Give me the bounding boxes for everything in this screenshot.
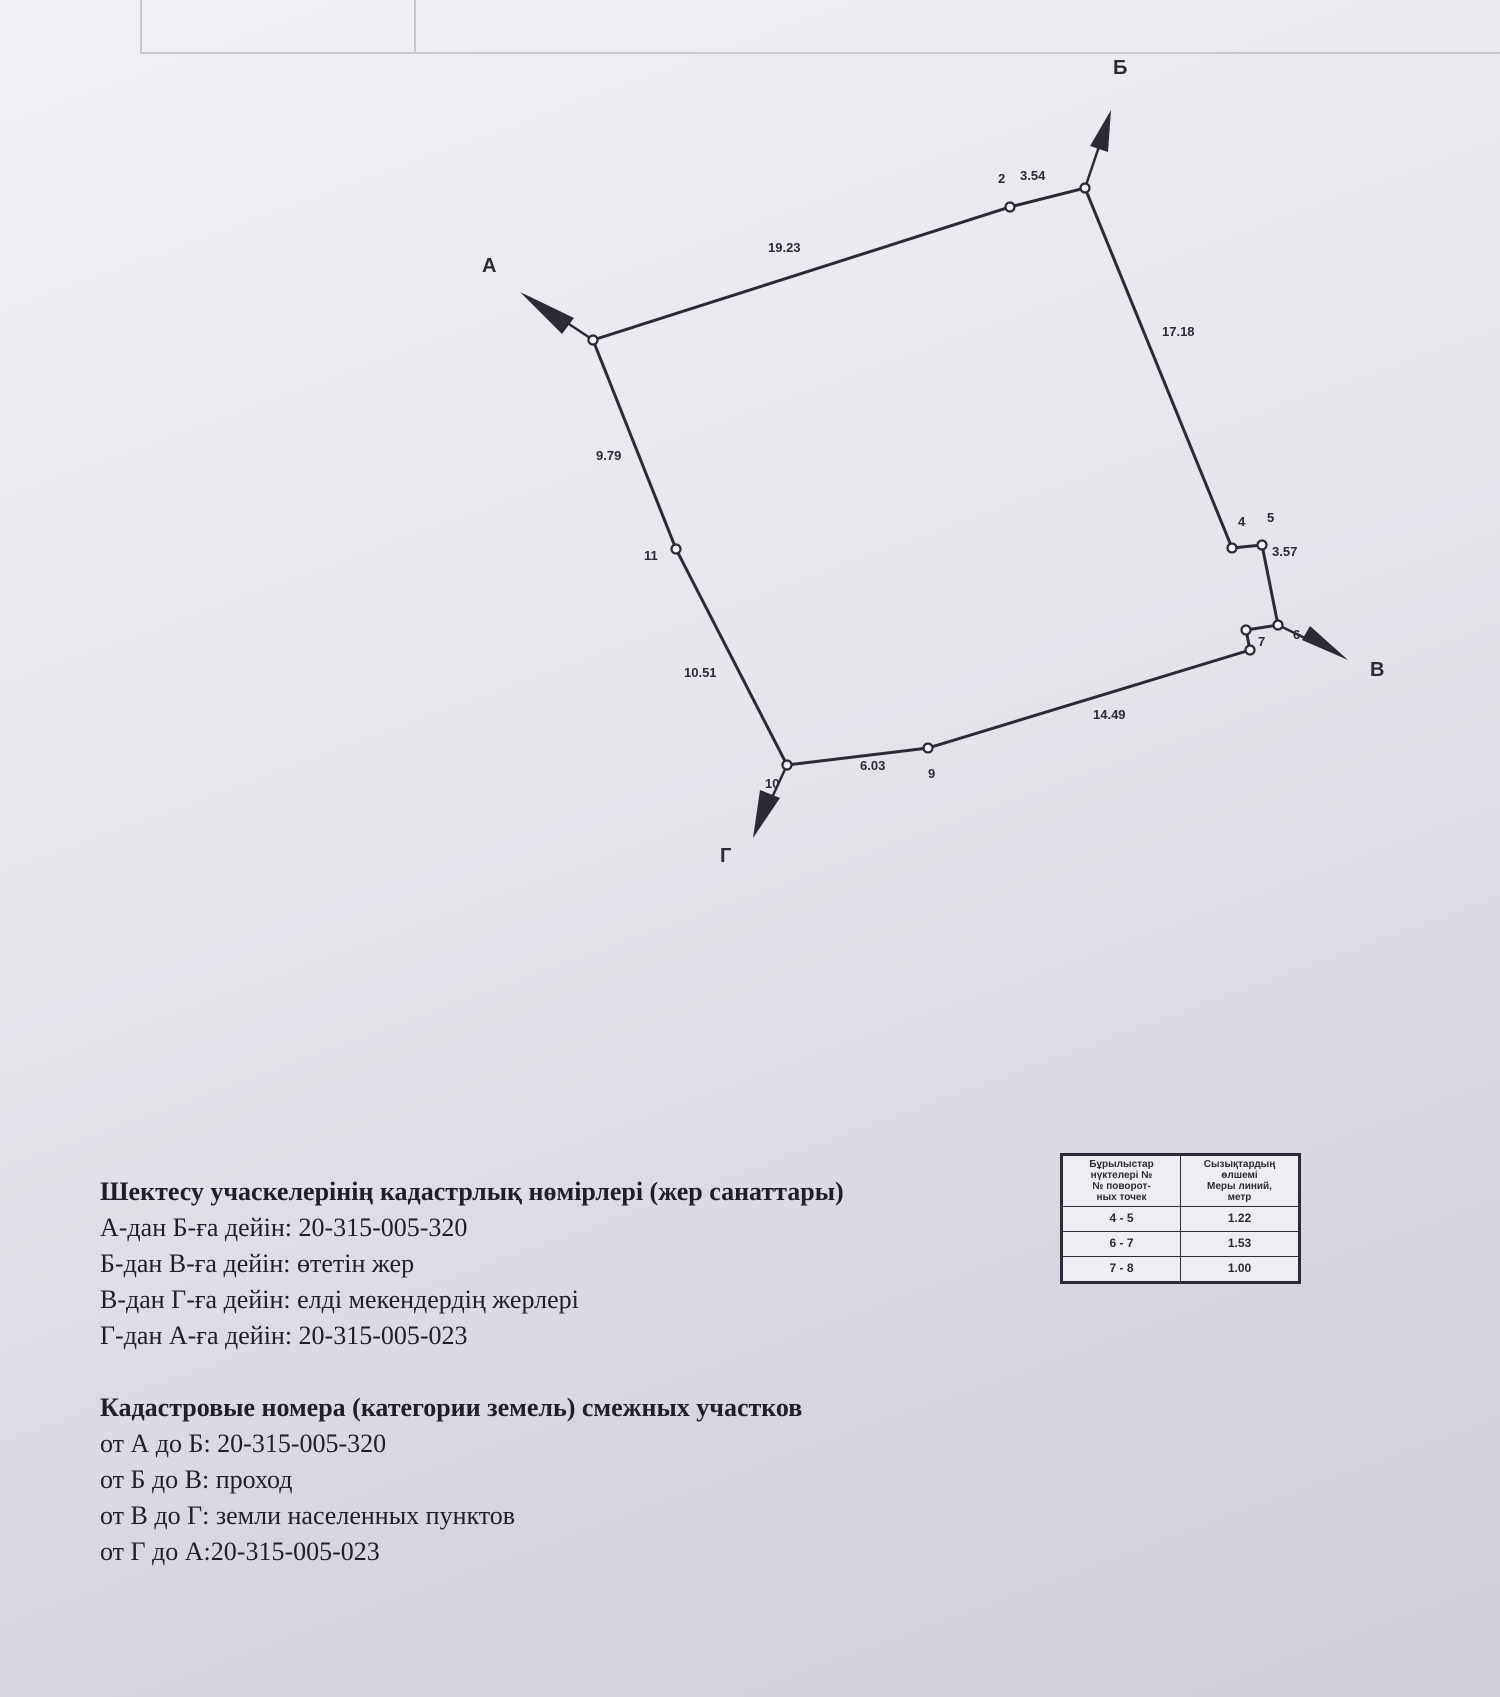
vertex-6 [1274,621,1283,630]
length-9-10: 6.03 [860,758,886,773]
kazakh-adjacent-plots [100,1174,844,1354]
direction-label-g: Г [720,845,732,867]
russian-line: от А до Б: 20-315-005-320 [100,1429,387,1458]
russian-line: от Б до В: проход [100,1465,293,1494]
russian-title: Кадастровые номера (категории земель) смежных участков [100,1393,803,1422]
vertex-2 [1006,203,1015,212]
table-cell-length: 1.00 [1181,1257,1299,1282]
vertex-4 [1228,544,1237,553]
point-label-5: 5 [1267,510,1275,525]
vertex-b [1081,184,1090,193]
header-length: Сызықтардың өлшемі Меры линий, метр [1181,1156,1299,1207]
table-row [1063,1232,1299,1257]
direction-label-v: В [1370,659,1385,681]
table-cell-points: 4 - 5 [1063,1207,1181,1232]
point-label-11: 11 [644,548,658,563]
kazakh-line: В-дан Г-ға дейін: елді мекендердің жерлері [100,1285,579,1314]
table-cell-length: 1.22 [1181,1207,1299,1232]
direction-label-b: Б [1113,57,1128,79]
russian-line: от Г до А:20-315-005-023 [100,1537,380,1566]
arrow-b [1085,110,1111,188]
table-cell-points: 6 - 7 [1063,1232,1181,1257]
kazakh-line: Б-дан В-ға дейін: өтетін жер [100,1249,415,1278]
point-label-6: 6 [1293,627,1301,642]
table-cell-points: 7 - 8 [1063,1257,1181,1282]
length-b-4: 17.18 [1162,324,1195,339]
point-label-7: 7 [1258,634,1266,649]
table-header-row [1063,1156,1299,1207]
length-2-b: 3.54 [1020,168,1046,183]
kazakh-line: Г-дан А-ға дейін: 20-315-005-023 [100,1321,468,1350]
vertex-7 [1242,626,1251,635]
point-label-10: 10 [765,776,780,791]
point-label-9: 9 [928,766,936,781]
header-points: Бұрылыстар нүктелері № № поворот- ных точек [1063,1156,1181,1207]
table-row [1063,1207,1299,1232]
point-label-4: 4 [1238,514,1246,529]
kazakh-title: Шектесу учаскелерінің кадастрлық нөмірлері (жер санаттары) [100,1177,844,1206]
vertex-10 [783,761,792,770]
length-11-a: 9.79 [596,448,622,463]
table-cell-length: 1.53 [1181,1232,1299,1257]
vertex-8 [1246,646,1255,655]
table-row [1063,1257,1299,1282]
russian-adjacent-plots [100,1390,802,1570]
arrow-v [1278,625,1348,660]
kazakh-line: А-дан Б-ға дейін: 20-315-005-320 [100,1213,468,1242]
russian-line: от В до Г: земли населенных пунктов [100,1501,516,1530]
vertex-5 [1258,541,1267,550]
arrow-a [520,292,593,340]
point-label-2: 2 [998,171,1006,186]
vertex-9 [924,744,933,753]
length-a-2: 19.23 [768,240,801,255]
vertex-a [589,336,598,345]
direction-label-a: А [482,255,497,277]
length-7-9: 14.49 [1093,707,1126,722]
vertex-11 [672,545,681,554]
length-5-6: 3.57 [1272,544,1298,559]
line-measures-table [1060,1153,1301,1284]
length-10-11: 10.51 [684,665,717,680]
